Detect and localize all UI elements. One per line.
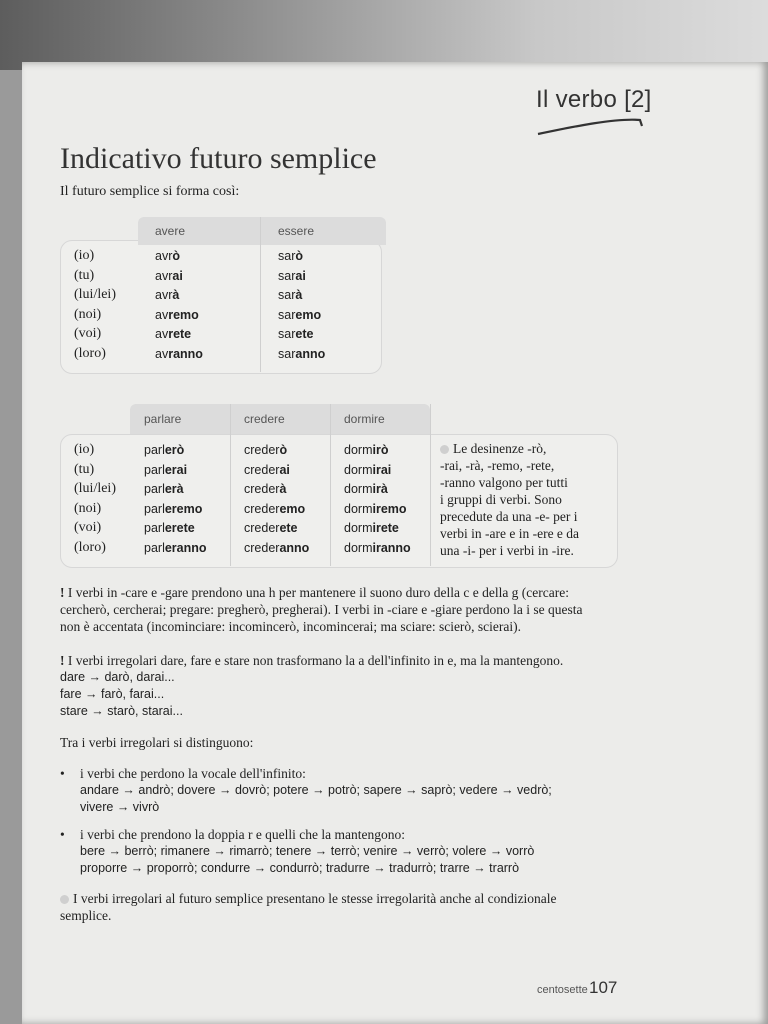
bullet-item (60, 826, 620, 882)
rule-paragraph-dare-fare-stare (60, 652, 620, 720)
note-bubble-icon (440, 445, 449, 454)
pronoun-label: (voi) (74, 520, 102, 535)
example-line: fare → farò, farai... (60, 687, 165, 701)
verb-form: crederà (244, 482, 287, 496)
final-note (60, 890, 620, 924)
verb-form: saremo (278, 307, 322, 322)
bullet-line: proporre → proporrò; condurre → condurrò; tradurre → tradurrò; trarre → trarrò (80, 861, 520, 875)
paragraph-line: I verbi irregolari al futuro semplice presentano le stesse irregolarità anche al condizionale (73, 891, 557, 906)
page-number: 107 (589, 978, 618, 997)
endings-note (440, 440, 612, 559)
verb-form: avrete (155, 327, 192, 341)
pronoun-label: (io) (74, 248, 95, 263)
verb-form: dormirò (344, 443, 389, 457)
verb-form: dormirà (344, 482, 388, 496)
page-number-word: centosette (537, 984, 588, 996)
paragraph-line: cercherò, cercherai; pregare: pregherò, pregherai). I verbi in -ciare e -giare perdono la i se questa (60, 602, 583, 617)
column-header: avere (155, 224, 186, 238)
verb-form: dormirete (344, 521, 399, 535)
verb-form: dormirai (344, 462, 392, 477)
verb-form: crederanno (244, 540, 310, 555)
paragraph-line: non è accentata (incominciare: incomincerò, incomincerai; ma sciare: scierò, scierai). (60, 619, 522, 634)
bullet-lead: i verbi che perdono la vocale dell'infinito: (80, 766, 306, 781)
pronoun-label: (lui/lei) (74, 481, 116, 496)
pronoun-label: (loro) (74, 539, 106, 555)
verb-form: parleranno (144, 540, 207, 555)
verb-form: parlerà (144, 482, 184, 496)
note-bubble-icon (60, 895, 69, 904)
verb-form: avrò (155, 249, 181, 263)
book-page (22, 62, 768, 1024)
pronoun-label: (tu) (74, 461, 95, 477)
verb-form: avrai (155, 268, 183, 283)
pronoun-label: (lui/lei) (74, 287, 116, 302)
irregular-intro: Tra i verbi irregolari si distinguono: (60, 735, 254, 750)
column-divider (260, 217, 261, 372)
verb-form: avrà (155, 288, 180, 302)
pronoun-label: (noi) (74, 306, 102, 322)
note-line: verbi in -are e in -ere e da (440, 526, 580, 541)
note-line: -ranno valgono per tutti (440, 475, 568, 490)
verb-form: parlerete (144, 521, 195, 535)
page-title: Indicativo futuro semplice (60, 142, 377, 175)
warning-mark-icon: ! (60, 585, 65, 600)
pronoun-label: (noi) (74, 500, 102, 516)
note-line: -rai, -rà, -remo, -rete, (440, 458, 555, 473)
verb-form: parleremo (144, 501, 203, 516)
bullet-line: vivere → vivrò (80, 800, 160, 814)
verb-form: saranno (278, 346, 326, 361)
bullet-lead: i verbi che prendono la doppia r e quelli che la mantengono: (80, 827, 406, 842)
pronoun-label: (voi) (74, 326, 102, 341)
rule-paragraph-care-gare (60, 584, 620, 635)
bullet-line: bere → berrò; rimanere → rimarrò; tenere → terrò; venire → verrò; volere → vorrò (80, 844, 535, 858)
verb-form: sarà (278, 288, 303, 302)
scan-top-band (0, 0, 768, 70)
verb-form: crederete (244, 521, 298, 535)
section-label: Il verbo [2] (536, 86, 652, 113)
note-line: una -i- per i verbi in -ire. (440, 543, 574, 558)
column-divider (430, 404, 431, 566)
section-swoosh-icon (536, 114, 648, 138)
example-line: dare → darò, darai... (60, 670, 175, 684)
column-header: dormire (344, 412, 385, 426)
verb-form: crederai (244, 462, 290, 477)
verb-form: crederemo (244, 501, 306, 516)
bullet-line: andare → andrò; dovere → dovrò; potere → potrò; sapere → saprò; vedere → vedrò; (80, 783, 552, 797)
verb-form: sarò (278, 249, 304, 263)
intro-text: Il futuro semplice si forma così: (60, 184, 240, 199)
column-header: credere (244, 412, 285, 426)
verb-form: sarai (278, 268, 306, 283)
column-divider (230, 404, 231, 566)
bullet-icon: • (60, 766, 65, 781)
paragraph-line: semplice. (60, 908, 112, 923)
warning-mark-icon: ! (60, 653, 65, 668)
paragraph-line: I verbi in -care e -gare prendono una h per mantenere il suono duro della c e della g (cercare: (67, 585, 570, 600)
column-header: essere (278, 224, 315, 238)
note-line: precedute da una -e- per i (440, 509, 578, 524)
verb-form: avremo (155, 307, 199, 322)
verb-form: dormiremo (344, 501, 407, 516)
bullet-icon: • (60, 827, 65, 842)
column-header: parlare (144, 412, 182, 426)
verb-form: crederò (244, 443, 288, 457)
pronoun-label: (loro) (74, 345, 106, 361)
verb-form: parlerò (144, 443, 185, 457)
column-divider (330, 404, 331, 566)
pronoun-label: (tu) (74, 267, 95, 283)
note-line: Le desinenze -rò, (453, 441, 547, 456)
verb-form: dormiranno (344, 540, 411, 555)
pronoun-label: (io) (74, 442, 95, 457)
table-frame (60, 240, 382, 374)
verb-form: sarete (278, 327, 314, 341)
verb-form: avranno (155, 346, 203, 361)
verb-form: parlerai (144, 462, 188, 477)
note-line: i gruppi di verbi. Sono (440, 492, 562, 507)
paragraph-line: I verbi irregolari dare, fare e stare non trasformano la a dell'infinito in e, ma la mantengono. (67, 653, 564, 668)
example-line: stare → starò, starai... (60, 704, 183, 718)
bullet-item (60, 765, 620, 821)
